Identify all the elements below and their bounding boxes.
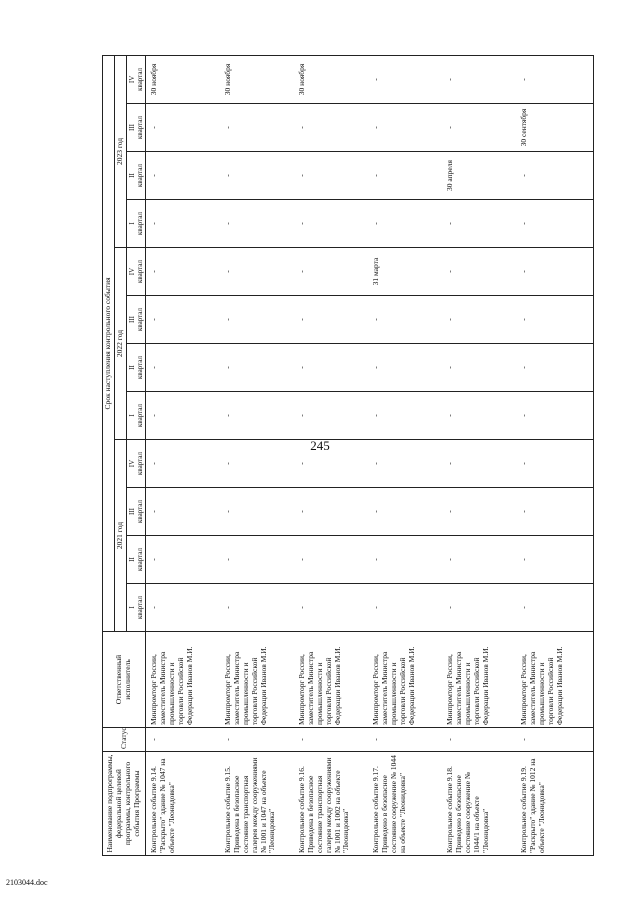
header-quarter-2-2 <box>126 344 146 392</box>
header-quarter-3-1 <box>126 200 146 248</box>
quarter-cell: - <box>519 344 594 392</box>
quarter-cell: - <box>146 344 224 392</box>
table-row <box>146 55 224 855</box>
header-responsible-column: Ответственный исполнитель <box>103 632 146 728</box>
quarter-word: квартал <box>135 308 144 331</box>
footer-document-code: 2103044.doc <box>6 878 48 887</box>
quarter-cell: - <box>297 104 371 152</box>
header-status-column: Статус <box>103 728 146 752</box>
responsible-cell: Минпромторг России, заместитель Министра промышленности и торговли Российской Федерации Иванов М.И. <box>371 632 445 728</box>
header-quarter-3-3 <box>126 104 146 152</box>
table-row <box>445 55 519 855</box>
quarter-cell: - <box>146 200 224 248</box>
quarter-word: квартал <box>135 260 144 283</box>
quarter-cell: - <box>297 248 371 296</box>
header-quarter-1-3 <box>126 488 146 536</box>
quarter-cell: - <box>445 55 519 103</box>
quarter-word: квартал <box>135 596 144 619</box>
page-number: 245 <box>310 438 330 453</box>
control-events-table <box>102 55 594 856</box>
quarter-number: IV <box>127 75 136 84</box>
quarter-cell: - <box>223 104 297 152</box>
quarter-cell: - <box>146 152 224 200</box>
quarter-cell: - <box>146 536 224 584</box>
header-name-column: Наименование подпрограммы, федеральной целевой программы, контрольного события Программы <box>103 752 146 856</box>
status-cell: - <box>371 728 445 752</box>
table-row <box>371 55 445 855</box>
quarter-cell: - <box>146 248 224 296</box>
quarter-cell: - <box>371 104 445 152</box>
status-cell: - <box>445 728 519 752</box>
quarter-word: квартал <box>135 548 144 571</box>
quarter-cell: 30 сентября <box>519 104 594 152</box>
quarter-cell: - <box>297 584 371 632</box>
quarter-cell: - <box>297 536 371 584</box>
quarter-cell: - <box>223 152 297 200</box>
quarter-cell: - <box>297 152 371 200</box>
responsible-cell: Минпромторг России, заместитель Министра промышленности и торговли Российской Федерации Иванов М.И. <box>297 632 371 728</box>
quarter-cell: - <box>371 488 445 536</box>
quarter-number: I <box>127 222 136 225</box>
header-term-group: Срок наступления контрольного события <box>103 55 115 631</box>
quarter-cell: - <box>445 344 519 392</box>
quarter-number: III <box>127 316 136 323</box>
header-quarter-3-2 <box>126 152 146 200</box>
quarter-word: квартал <box>135 67 144 91</box>
quarter-cell: - <box>445 248 519 296</box>
event-name-cell: Контрольное событие 9.18. Приведено в безопасное состояние сооружение № 1044/1 на объекте "Леонидовка" <box>445 752 519 856</box>
quarter-cell: - <box>371 344 445 392</box>
quarter-cell: - <box>297 344 371 392</box>
header-quarter-2-3 <box>126 296 146 344</box>
quarter-cell: - <box>371 200 445 248</box>
quarter-cell: - <box>519 488 594 536</box>
quarter-cell: - <box>223 536 297 584</box>
quarter-cell: - <box>519 248 594 296</box>
responsible-cell: Минпромторг России, заместитель Министра промышленности и торговли Российской Федерации Иванов М.И. <box>146 632 224 728</box>
quarter-cell: - <box>146 104 224 152</box>
quarter-number: I <box>127 414 136 417</box>
table-row <box>223 55 297 855</box>
responsible-cell: Минпромторг России, заместитель Министра промышленности и торговли Российской Федерации Иванов М.И. <box>519 632 594 728</box>
quarter-cell: - <box>519 152 594 200</box>
quarter-cell: - <box>223 248 297 296</box>
quarter-number: III <box>127 508 136 515</box>
quarter-cell: - <box>519 440 594 488</box>
quarter-cell: - <box>371 296 445 344</box>
responsible-cell: Минпромторг России, заместитель Министра промышленности и торговли Российской Федерации Иванов М.И. <box>223 632 297 728</box>
quarter-word: квартал <box>135 116 144 139</box>
quarter-word: квартал <box>135 164 144 187</box>
quarter-number: II <box>127 173 136 178</box>
table-header <box>103 55 146 855</box>
quarter-cell: - <box>519 200 594 248</box>
quarter-cell: 30 ноября <box>223 55 297 103</box>
quarter-cell: - <box>519 296 594 344</box>
event-name-cell: Контрольное событие 9.16. Приведена в безопасное состояние транспортная галерея между сооружениями № 1001 и 1002 на объекте "Леонидовка" <box>297 752 371 856</box>
header-year-2022: 2022 год <box>114 248 126 440</box>
quarter-cell: - <box>445 104 519 152</box>
quarter-cell: - <box>223 344 297 392</box>
quarter-cell: - <box>146 488 224 536</box>
header-quarter-3-4 <box>126 55 146 103</box>
quarter-cell: - <box>371 536 445 584</box>
quarter-cell: - <box>223 488 297 536</box>
quarter-word: квартал <box>135 404 144 427</box>
status-cell: - <box>519 728 594 752</box>
quarter-number: III <box>127 124 136 131</box>
quarter-cell: - <box>445 200 519 248</box>
quarter-cell: - <box>445 392 519 440</box>
quarter-cell: - <box>146 392 224 440</box>
quarter-cell: - <box>371 55 445 103</box>
table-row <box>519 55 594 855</box>
rotated-table-wrapper <box>102 56 564 856</box>
event-name-cell: Контрольное событие 9.19. "Раскрыто" здание № 1012 на объекте "Леонидовка" <box>519 752 594 856</box>
event-name-cell: Контрольное событие 9.17. Приведено в безопасное состояние сооружение № 1044 на объекте "Леонидовка" <box>371 752 445 856</box>
quarter-cell: - <box>146 584 224 632</box>
event-name-cell: Контрольное событие 9.14. "Раскрыто" здание № 1047 на объекте "Леонидовка" <box>146 752 224 856</box>
header-quarter-2-1 <box>126 392 146 440</box>
quarter-cell: 30 ноября <box>297 55 371 103</box>
table-row <box>297 55 371 855</box>
quarter-cell: - <box>519 55 594 103</box>
quarter-cell: 30 апреля <box>445 152 519 200</box>
header-quarter-2-4 <box>126 248 146 296</box>
quarter-number: II <box>127 557 136 562</box>
status-cell: - <box>223 728 297 752</box>
quarter-cell: - <box>445 488 519 536</box>
quarter-cell: - <box>146 296 224 344</box>
header-quarter-1-1 <box>126 584 146 632</box>
table-body <box>146 55 594 855</box>
quarter-cell: - <box>297 440 371 488</box>
quarter-cell: - <box>519 584 594 632</box>
quarter-cell: - <box>297 200 371 248</box>
quarter-cell: - <box>223 200 297 248</box>
responsible-cell: Минпромторг России, заместитель Министра промышленности и торговли Российской Федерации Иванов М.И. <box>445 632 519 728</box>
quarter-cell: - <box>371 440 445 488</box>
quarter-cell: - <box>297 488 371 536</box>
quarter-cell: - <box>223 440 297 488</box>
quarter-cell: 30 ноября <box>146 55 224 103</box>
quarter-cell: - <box>371 152 445 200</box>
quarter-cell: - <box>445 536 519 584</box>
quarter-cell: - <box>445 440 519 488</box>
quarter-word: квартал <box>135 356 144 379</box>
quarter-word: квартал <box>135 452 144 475</box>
quarter-cell: 31 марта <box>371 248 445 296</box>
quarter-word: квартал <box>135 212 144 235</box>
quarter-number: IV <box>127 267 136 276</box>
quarter-cell: - <box>223 584 297 632</box>
quarter-cell: - <box>223 392 297 440</box>
quarter-cell: - <box>297 392 371 440</box>
quarter-cell: - <box>146 440 224 488</box>
quarter-number: I <box>127 606 136 609</box>
quarter-number: IV <box>127 459 136 468</box>
event-name-cell: Контрольное событие 9.15. Приведена в безопасное состояние транспортная галерея между сооружениями № 1001 и 1047 на объекте "Леонидовка" <box>223 752 297 856</box>
quarter-cell: - <box>519 536 594 584</box>
quarter-number: II <box>127 365 136 370</box>
quarter-cell: - <box>371 392 445 440</box>
quarter-cell: - <box>445 584 519 632</box>
quarter-cell: - <box>371 584 445 632</box>
quarter-cell: - <box>297 296 371 344</box>
status-cell: - <box>146 728 224 752</box>
quarter-cell: - <box>445 296 519 344</box>
header-quarter-1-4 <box>126 440 146 488</box>
header-year-2023: 2023 год <box>114 55 126 247</box>
quarter-cell: - <box>223 296 297 344</box>
quarter-word: квартал <box>135 500 144 523</box>
quarter-cell: - <box>519 392 594 440</box>
header-year-2021: 2021 год <box>114 440 126 632</box>
header-quarter-1-2 <box>126 536 146 584</box>
status-cell: - <box>297 728 371 752</box>
